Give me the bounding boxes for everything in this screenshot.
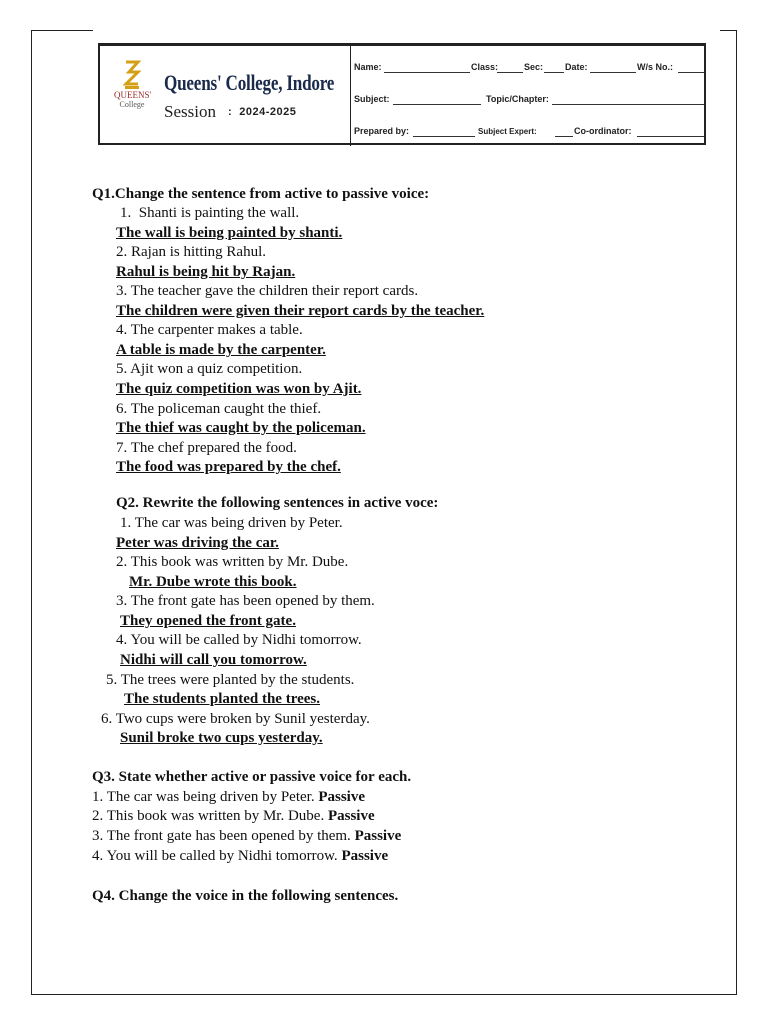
- q3-item-3: [92, 827, 401, 846]
- q2-answer-6: Sunil broke two cups yesterday.: [120, 730, 323, 746]
- q3-question-4: 4. You will be called by Nidhi tomorrow.: [92, 848, 338, 864]
- q2-answer-5: The students planted the trees.: [124, 691, 320, 707]
- q1-question-5: 5. Ajit won a quiz competition.: [116, 361, 303, 377]
- name-field-label: Name:: [354, 62, 382, 72]
- q3-answer-1: Passive: [318, 789, 365, 805]
- q2-answer-2: Mr. Dube wrote this book.: [129, 574, 297, 590]
- session-year: 2024-2025: [239, 106, 297, 118]
- q2-question-2: 2. This book was written by Mr. Dube.: [116, 554, 349, 570]
- q3-answer-2: Passive: [327, 808, 375, 824]
- session-value: [228, 106, 296, 118]
- coordinator-line[interactable]: [637, 136, 704, 137]
- q3-item-4: [92, 847, 388, 866]
- q2-answer-4: Nidhi will call you tomorrow.: [120, 652, 307, 668]
- q3-answer-3: Passive: [354, 828, 402, 844]
- q1-question-6: 6. The policeman caught the thief.: [116, 401, 322, 417]
- crest-icon: [123, 60, 141, 90]
- q1-question-3: 3. The teacher gave the children their report cards.: [116, 283, 419, 299]
- ws-no-field-label: W/s No.:: [637, 62, 673, 72]
- college-logo: [114, 60, 150, 130]
- q1-question-1: 1. Shanti is painting the wall.: [120, 205, 300, 221]
- topic-field-line[interactable]: [552, 104, 704, 105]
- q1-answer-1: The wall is being painted by shanti.: [116, 225, 343, 241]
- q4-heading: Q4. Change the voice in the following sentences.: [92, 888, 399, 904]
- sec-field-label: Sec:: [524, 62, 544, 72]
- q3-answer-4: Passive: [341, 848, 389, 864]
- q2-question-5: 5. The trees were planted by the students.: [106, 672, 355, 688]
- q3-question-1: 1. The car was being driven by Peter.: [92, 789, 315, 805]
- q1-answer-7: The food was prepared by the chef.: [116, 459, 341, 475]
- q1-question-7: 7. The chef prepared the food.: [116, 440, 297, 456]
- q3-question-2: 2. This book was written by Mr. Dube.: [92, 808, 325, 824]
- q2-question-3: 3. The front gate has been opened by them.: [116, 593, 375, 609]
- q2-answer-3: They opened the front gate.: [120, 613, 296, 629]
- class-field-line[interactable]: [497, 72, 523, 73]
- q2-question-1: 1. The car was being driven by Peter.: [120, 515, 343, 531]
- q1-answer-5: The quiz competition was won by Ajit.: [116, 381, 362, 397]
- logo-text-queens: QUEENS': [114, 90, 152, 100]
- page-border-left: [31, 30, 32, 995]
- page-border-right: [736, 30, 737, 995]
- page-border-top-left: [31, 30, 93, 31]
- date-field-label: Date:: [565, 62, 588, 72]
- logo-text-college: College: [119, 100, 145, 109]
- q1-answer-2: Rahul is being hit by Rajan.: [116, 264, 296, 280]
- q1-answer-3: The children were given their report cards by the teacher.: [116, 303, 485, 319]
- college-name: Queens' College, Indore: [164, 70, 335, 95]
- q1-question-4: 4. The carpenter makes a table.: [116, 322, 303, 338]
- page-border-bottom: [31, 994, 737, 995]
- worksheet-header: [98, 43, 706, 145]
- q2-question-4: 4. You will be called by Nidhi tomorrow.: [116, 632, 362, 648]
- q1-answer-4: A table is made by the carpenter.: [116, 342, 326, 358]
- prepared-by-line[interactable]: [413, 136, 475, 137]
- subject-expert-line[interactable]: [555, 136, 573, 137]
- ws-no-field-line[interactable]: [678, 72, 704, 73]
- session-separator: :: [228, 106, 233, 118]
- q3-item-1: [92, 788, 365, 807]
- q2-question-6: 6. Two cups were broken by Sunil yesterday.: [101, 711, 370, 727]
- session-label: Session: [164, 102, 216, 121]
- q1-heading: Q1.Change the sentence from active to passive voice:: [92, 186, 430, 202]
- subject-field-line[interactable]: [393, 104, 481, 105]
- q2-heading: Q2. Rewrite the following sentences in active voce:: [116, 495, 439, 511]
- topic-field-label: Topic/Chapter:: [486, 94, 549, 104]
- q1-answer-6: The thief was caught by the policeman.: [116, 420, 366, 436]
- q3-item-2: [92, 807, 375, 826]
- subject-field-label: Subject:: [354, 94, 390, 104]
- class-field-label: Class:: [471, 62, 499, 72]
- name-field-line[interactable]: [384, 72, 470, 73]
- page-border-top-right: [720, 30, 737, 31]
- q1-question-2: 2. Rajan is hitting Rahul.: [116, 244, 266, 260]
- subject-expert-label: Subject Expert:: [478, 127, 537, 136]
- sec-field-line[interactable]: [544, 72, 564, 73]
- prepared-by-label: Prepared by:: [354, 126, 410, 136]
- header-divider: [350, 46, 351, 146]
- q3-question-3: 3. The front gate has been opened by them.: [92, 828, 351, 844]
- q2-answer-1: Peter was driving the car.: [116, 535, 279, 551]
- date-field-line[interactable]: [590, 72, 636, 73]
- q3-heading: Q3. State whether active or passive voice for each.: [92, 769, 412, 785]
- coordinator-label: Co-ordinator:: [574, 126, 632, 136]
